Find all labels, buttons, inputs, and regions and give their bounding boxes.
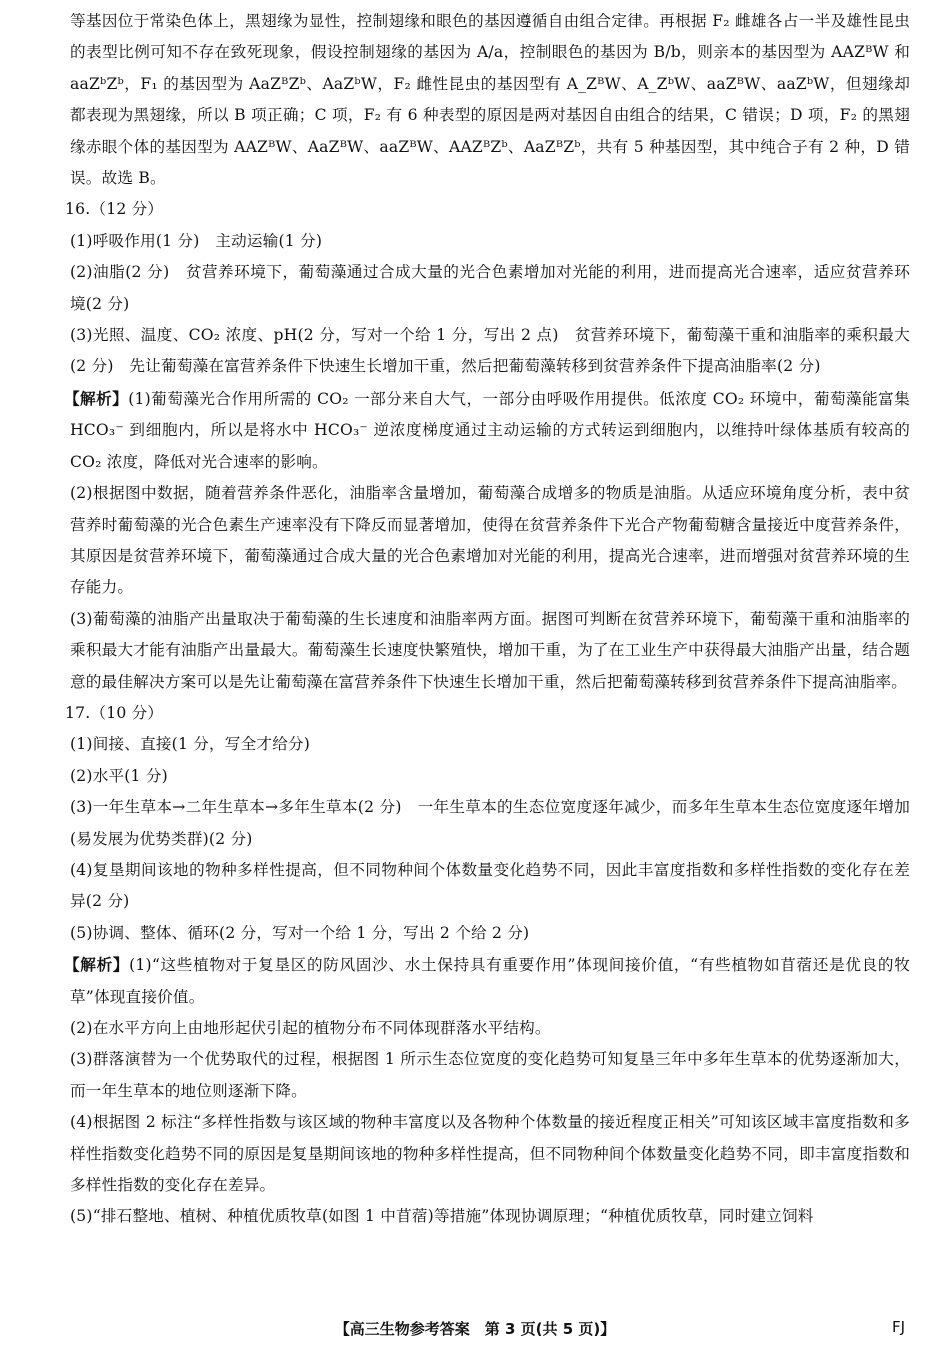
q17-explanation-4: (4)根据图 2 标注“多样性指数与该区域的物种丰富度以及各物种个体数量的接近程度正相关”可知该区域丰富度指数和多样性指数变化趋势不同的原因是复垦期间该地的物种多样性提高，但不同物种间个体数量变化趋势不同，即丰富度指数和多样性指数的变化存在差异。 bbox=[70, 1113, 910, 1195]
analysis-tag: 【解析】 bbox=[64, 388, 129, 408]
q17-explanation-1 bbox=[64, 949, 910, 1013]
q17-answer-3: (3)一年生草本→二年生草本→多年生草本(2 分) 一年生草本的生态位宽度逐年减少，而多年生草本生态位宽度逐年增加(易发展为优势类群)(2 分) bbox=[70, 798, 910, 848]
q17-heading: 17.（10 分） bbox=[65, 703, 164, 722]
analysis-tag: 【解析】 bbox=[64, 955, 130, 975]
q17-answer-1: (1)间接、直接(1 分，写全才给分) bbox=[70, 735, 311, 754]
page-footer bbox=[0, 1318, 950, 1344]
q15-continued-explanation: 等基因位于常染色体上，黑翅缘为显性，控制翅缘和眼色的基因遵循自由组合定律。再根据 F₂ 雌雄各占一半及雄性昆虫的表型比例可知不存在致死现象，假设控制翅缘的基因为 A/a，控制眼色的基因为 B/b，则亲本的基因型为 AAZᴮW 和 aaZᵇZᵇ，F₁ 的基因型为 AaZᴮZᵇ、AaZᵇW，F₂ 雌性昆虫的基因型有 A_ZᴮW、A_ZᵇW、aaZᴮW、aaZᵇW，但翅缘却都表现为黑翅缘，所以 B 项正确；C 项，F₂ 有 6 种表型的原因是两对基因自由组合的结果，C 错误；D 项，F₂ 的黑翅缘赤眼个体的基因型为 AAZᴮW、AaZᴮW、aaZᴮW、AAZᴮZᵇ、AaZᴮZᵇ，共有 5 种基因型，其中纯合子有 2 种，D 错误。故选 B。 bbox=[70, 12, 910, 188]
q17-explanation-2: (2)在水平方向上由地形起伏引起的植物分布不同体现群落水平结构。 bbox=[70, 1019, 551, 1037]
q16-explanation-1-text: (1)葡萄藻光合作用所需的 CO₂ 一部分来自大气，一部分由呼吸作用提供。低浓度 CO₂ 环境中，葡萄藻能富集 HCO₃⁻ 到细胞内，所以是将水中 HCO₃⁻ 逆浓度梯度通过主动运输的方式转运到细胞内，以维持叶绿体基质有较高的 CO₂ 浓度，降低对光合速率的影响。 bbox=[70, 389, 910, 471]
q16-answer-3: (3)光照、温度、CO₂ 浓度、pH(2 分，写对一个给 1 分，写出 2 点) 贫营养环境下，葡萄藻干重和油脂率的乘积最大(2 分) 先让葡萄藻在富营养条件下快速生长增加干重，然后把葡萄藻转移到贫营养条件下提高油脂率(2 分) bbox=[70, 326, 910, 376]
q17-answer-4: (4)复垦期间该地的物种多样性提高，但不同物种间个体数量变化趋势不同，因此丰富度指数和多样性指数的变化存在差异(2 分) bbox=[70, 860, 910, 911]
q16-explanation-1 bbox=[64, 383, 910, 478]
q17-explanation-3: (3)群落演替为一个优势取代的过程，根据图 1 所示生态位宽度的变化趋势可知复垦三年中多年生草本的优势逐渐加大，而一年生草本的地位则逐渐下降。 bbox=[70, 1050, 910, 1100]
q17-answer-2: (2)水平(1 分) bbox=[70, 766, 168, 785]
footer-title: 【高三生物参考答案 第 3 页(共 5 页)】 bbox=[334, 1320, 616, 1338]
answer-body bbox=[64, 6, 910, 1233]
q16-heading: 16.（12 分） bbox=[65, 200, 164, 219]
q16-explanation-2: (2)根据图中数据，随着营养条件恶化，油脂率含量增加，葡萄藻合成增多的物质是油脂。从适应环境角度分析，表中贫营养时葡萄藻的光合色素生产速率没有下降反而显著增加，使得在贫营养条件下光合产物葡萄糖含量接近中度营养条件，其原因是贫营养环境下，葡萄藻通过合成大量的光合色素增加对光能的利用，提高光合速率，进而增强对贫营养环境的生存能力。 bbox=[70, 484, 910, 597]
q17-explanation-1-text: (1)“这些植物对于复垦区的防风固沙、水土保持具有重要作用”体现间接价值，“有些植物如苜蓿还是优良的牧草”体现直接价值。 bbox=[70, 956, 910, 1006]
q17-answer-5: (5)协调、整体、循环(2 分，写对一个给 1 分，写出 2 个给 2 分) bbox=[70, 923, 530, 942]
q16-answer-1: (1)呼吸作用(1 分) 主动运输(1 分) bbox=[70, 231, 323, 250]
q16-answer-2: (2)油脂(2 分) 贫营养环境下，葡萄藻通过合成大量的光合色素增加对光能的利用，进而提高光合速率，适应贫营养环境(2 分) bbox=[70, 263, 910, 313]
footer-code: FJ bbox=[891, 1318, 905, 1336]
q16-explanation-3: (3)葡萄藻的油脂产出量取决于葡萄藻的生长速度和油脂率两方面。据图可判断在贫营养环境下，葡萄藻干重和油脂率的乘积最大才能有油脂产出量最大。葡萄藻生长速度快繁殖快，增加干重，为了在工业生产中获得最大油脂产出量，结合题意的最佳解决方案可以是先让葡萄藻在富营养条件下快速生长增加干重，然后把葡萄藻转移到贫营养条件下提高油脂率。 bbox=[70, 609, 910, 691]
q17-explanation-5: (5)“排石整地、植树、种植优质牧草(如图 1 中苜蓿)等措施”体现协调原理；“种植优质牧草，同时建立饲料 bbox=[70, 1207, 814, 1226]
